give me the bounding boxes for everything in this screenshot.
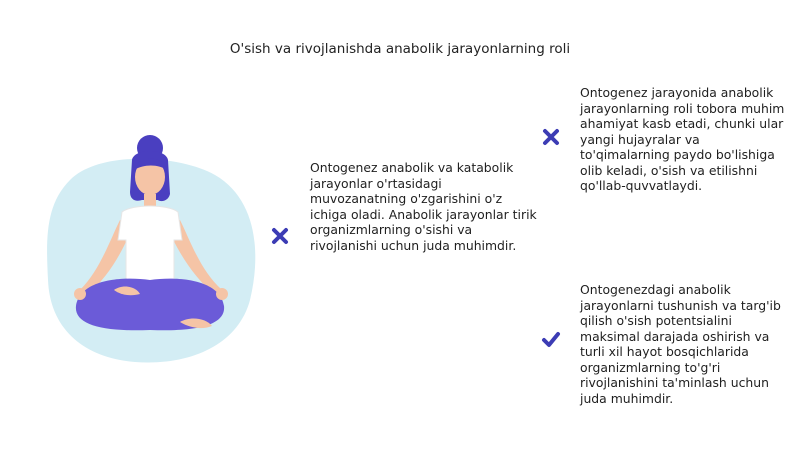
text-block-3: Ontogenezdagi anabolik jarayonlarni tushunish va targ'ib qilish o'sish potentsialini maksimal darajada oshirish va turli xil hayot bosqichlarida organizmlarning to'g'ri rivojlanishini ta'minlash uchun juda muhimdir. — [580, 282, 781, 406]
check-mark-icon — [541, 330, 561, 350]
text-block-1: Ontogenez anabolik va katabolik jarayonlar o'rtasidagi muvozanatning o'zgarishini o'z ichiga oladi. Anabolik jarayonlar tirik organizmlarning o'sishi va rivojlanishi uchun juda muhimdir. — [310, 160, 537, 253]
x-mark-icon — [270, 226, 290, 246]
page-title: O'sish va rivojlanishda anabolik jarayonlarning roli — [229, 41, 571, 57]
x-mark-icon — [541, 127, 561, 147]
text-block-2: Ontogenez jarayonida anabolik jarayonlarning roli tobora muhim ahamiyat kasb etadi, chunki ular yangi hujayralar va to'qimalarning paydo bo'lishiga olib keladi, o'sish va etilishni qo'llab-quvvatlaydi. — [580, 85, 785, 193]
meditation-illustration — [40, 130, 270, 370]
right-hand — [216, 288, 228, 300]
left-hand — [74, 288, 86, 300]
shirt — [118, 206, 182, 282]
